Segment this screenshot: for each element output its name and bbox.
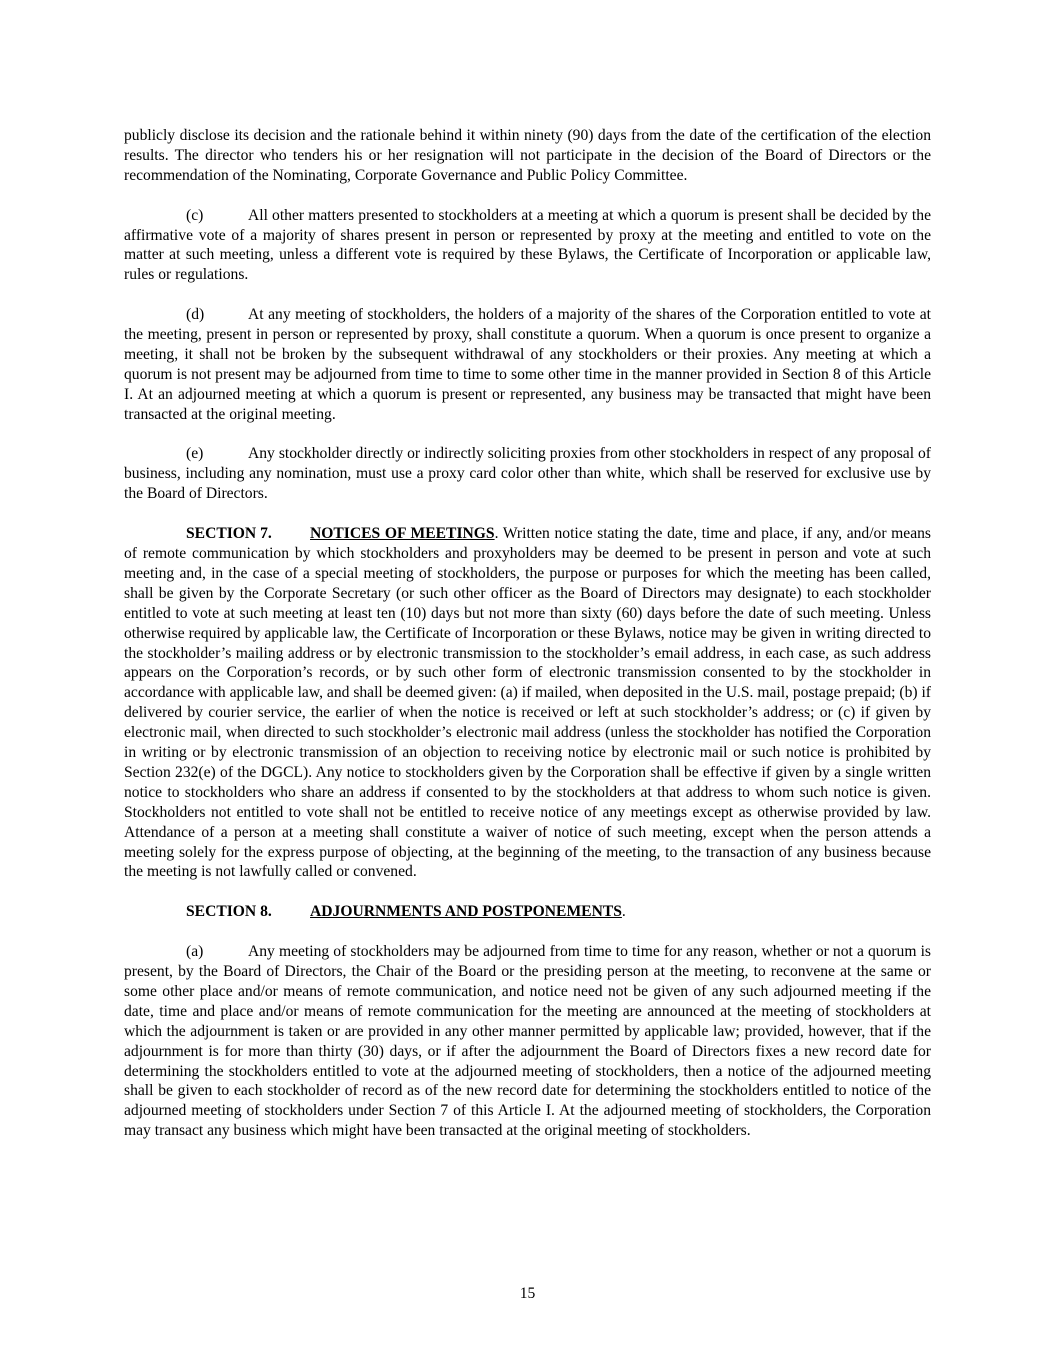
paragraph-e-marker: (e) (186, 445, 204, 463)
paragraph-continuation-text: publicly disclose its decision and the rationale behind it within ninety (90) days from the date of the certification of the election results. The director who tenders his or her resignation will not participate in the decision of the Board of Directors or the recommendation of the Nominating, Corporate Governance and Public Policy Committee. (124, 127, 931, 184)
paragraph-d-text: At any meeting of stockholders, the holders of a majority of the shares of the Corporation entitled to vote at the meeting, present in person or represented by proxy, shall constitute a quorum. When a quorum is once present to organize a meeting, it shall not be broken by the subsequent withdrawal of any stockholders or their proxies. Any meeting at which a quorum is not present may be adjourned from time to time to some other time in the manner provided in Section 8 of this Article I. At an adjourned meeting at which a quorum is present or represented, any business may be transacted that might have been transacted at the original meeting. (124, 306, 931, 423)
section-8-title: ADJOURNMENTS AND POSTPONEMENTS (310, 903, 622, 921)
paragraph-c-text: All other matters presented to stockholders at a meeting at which a quorum is present shall be decided by the affirmative vote of a majority of shares present in person or represented by proxy at the meeting and entitled to vote on the matter at such meeting, unless a different vote is required by these Bylaws, the Certificate of Incorporation or applicable law, rules or regulations. (124, 206, 931, 284)
paragraph-d (124, 305, 931, 424)
page-number: 15 (519, 1285, 536, 1302)
paragraph-e (124, 444, 931, 504)
section-8-paragraph-a (124, 942, 931, 1141)
section-8-paragraph-a-marker: (a) (186, 943, 204, 961)
section-8-paragraph-a-text: Any meeting of stockholders may be adjourned from time to time for any reason, whether or not a quorum is present, by the Board of Directors, the Chair of the Board or the presiding person at the meeting, to reconvene at the same or some other place and/or means of remote communication, and notice need not be given of any such adjourned meeting if the date, time and place and/or means of remote communication for the meeting are announced at the meeting of stockholders at which the adjournment is taken or are provided in any other manner permitted by applicable law; provided, however, that if the adjournment is for more than thirty (30) days, or if after the adjournment the Board of Directors fixes a new record date for determining the stockholders entitled to vote at the adjourned meeting of stockholders, then a notice of the adjourned meeting shall be given to each stockholder of record as of the new record date for determining the stockholders entitled to notice of the adjourned meeting of stockholders under Section 7 of this Article I. At the adjourned meeting of stockholders, the Corporation may transact any business which might have been transacted at the original meeting of stockholders. (124, 943, 931, 1140)
section-8-number: SECTION 8. (186, 903, 272, 921)
section-7-title: NOTICES OF MEETINGS (310, 525, 495, 543)
section-7 (124, 524, 931, 882)
paragraph-c (124, 206, 931, 286)
section-8-title-suffix: . (621, 903, 626, 921)
paragraph-d-marker: (d) (186, 306, 205, 324)
document-body (124, 126, 931, 1161)
section-7-number: SECTION 7. (186, 525, 272, 543)
paragraph-continuation (124, 126, 931, 186)
paragraph-c-marker: (c) (186, 206, 204, 224)
section-8-heading (124, 902, 931, 922)
paragraph-e-text: Any stockholder directly or indirectly soliciting proxies from other stockholders in respect of any proposal of business, including any nomination, must use a proxy card color other than white, which shall be reserved for exclusive use by the Board of Directors. (124, 445, 931, 503)
section-7-text: . Written notice stating the date, time and place, if any, and/or means of remote communication by which stockholders and proxyholders may be deemed to be present in person and vote at such meeting and, in the case of a special meeting of stockholders, the purpose or purposes for which the meeting has been called, shall be given by the Corporate Secretary (or such other officer as the Board of Directors may designate) to each stockholder entitled to vote at such meeting at least ten (10) days but not more than sixty (60) days before the date of such meeting. Unless otherwise required by applicable law, the Certificate of Incorporation or these Bylaws, notice may be given in writing directed to the stockholder’s mailing address or by electronic transmission to the stockholder’s email address, in each case, as such address appears on the Corporation’s records, or by such other form of electronic transmission consented to by the stockholder in accordance with applicable law, and shall be deemed given: (a) if mailed, when deposited in the U.S. mail, postage prepaid; (b) if delivered by courier service, the earlier of when the notice is received or left at such stockholder’s address; or (c) if given by electronic mail, when directed to such stockholder’s electronic mail address (unless the stockholder has notified the Corporation in writing or by electronic transmission of an objection to receiving notice by electronic mail or such notice is prohibited by Section 232(e) of the DGCL). Any notice to stockholders given by the Corporation shall be effective if given by a single written notice to stockholders who share an address if consented to by the stockholders at that address to whom such notice is given. Stockholders not entitled to vote shall not be entitled to receive notice of any meetings except as otherwise provided by law. Attendance of a person at a meeting shall constitute a waiver of notice of such meeting, except when the person attends a meeting solely for the express purpose of objecting, at the beginning of the meeting, to the transaction of any business because the meeting is not lawfully called or convened. (124, 525, 932, 881)
